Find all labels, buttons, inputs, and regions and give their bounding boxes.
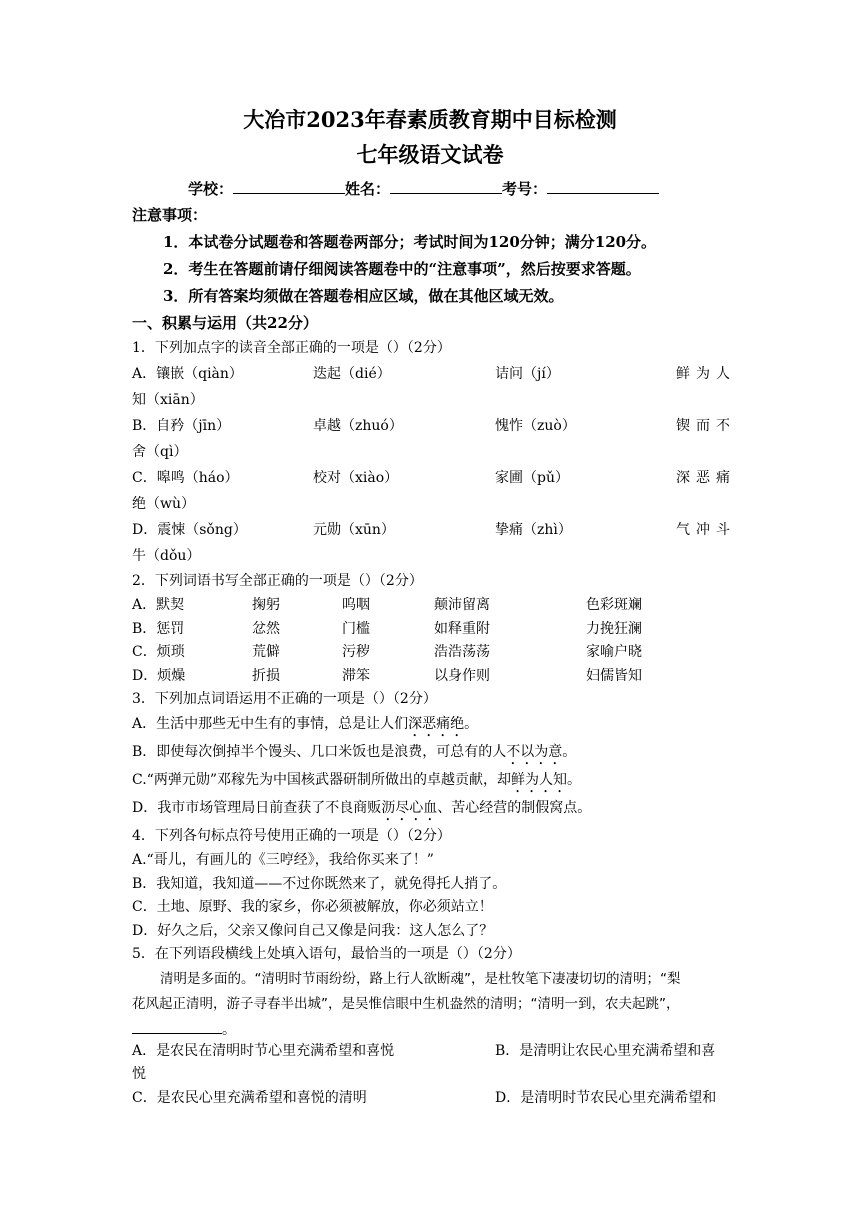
q1-option-b-col1: B．自矜（jīn） (132, 418, 231, 434)
school-label: 学校： (188, 180, 234, 198)
school-field[interactable] (233, 179, 345, 194)
notice-item: 2．考生在答题前请仔细阅读答题卷中的“注意事项”，然后按要求答题。 (163, 260, 641, 278)
q3-option-c: C.“两弹元勋”邓稼先为中国核武器研制所做出的卓越贡献，却鲜为人知。 (132, 772, 581, 788)
name-field[interactable] (390, 179, 502, 194)
question-stem: 5．在下列语段横线上处填入语句，最恰当的一项是（）（2分） (132, 946, 521, 962)
q1-option-d-col3: 挚痛（zhì） (495, 522, 572, 538)
q1-option-a-col4: 鲜 为 人 (676, 366, 730, 382)
q2-cell: 浩浩荡荡 (434, 644, 490, 660)
q2-cell: 力挽狂澜 (586, 621, 642, 637)
q1-option-d-col4: 气 冲 斗 (676, 522, 730, 538)
q3-option-b: B．即使每次倒掉半个馒头、几口米饭也是浪费，可总有的人不以为意。 (132, 744, 577, 760)
q2-cell: 妇儒皆知 (586, 668, 642, 684)
q2-cell: 污秽 (342, 644, 370, 660)
notice-heading: 注意事项： (132, 206, 208, 224)
q5-option-d: D．是清明时节农民心里充满希望和 (495, 1090, 717, 1106)
q1-option-c-wrap: 绝（wù） (132, 496, 195, 512)
q2-cell: 颠沛留离 (434, 597, 490, 613)
q2-cell: 以身作则 (434, 668, 490, 684)
exam-number-field[interactable] (547, 179, 659, 194)
exam-subtitle: 七年级语文试卷 (356, 142, 504, 167)
question-stem: 2．下列词语书写全部正确的一项是（）（2分） (132, 573, 423, 589)
q1-option-c-col3: 家圃（pǔ） (495, 470, 569, 486)
q1-option-a-col2: 迭起（dié） (313, 366, 391, 382)
q3-option-a: A．生活中那些无中生有的事情，总是让人们深恶痛绝。 (132, 716, 479, 732)
q5-option-b: B．是清明让农民心里充满希望和喜 (495, 1043, 716, 1059)
passage-line: 花风起正清明，游子寻春半出城”，是吴惟信眼中生机盎然的清明；“清明一到，农夫起跳”， (132, 996, 680, 1012)
q1-option-a-col3: 诘问（jí） (495, 366, 560, 382)
q1-option-d-wrap: 牛（dǒu） (132, 548, 201, 564)
section-heading: 一、积累与运用（共22分） (132, 314, 318, 332)
q1-option-a-wrap: 知（xiān） (132, 392, 204, 408)
notice-item: 1．本试卷分试题卷和答题卷两部分；考试时间为120分钟；满分120分。 (163, 233, 657, 251)
q2-cell: 呜咽 (342, 597, 370, 613)
q1-option-c-col4: 深 恶 痛 (676, 470, 730, 486)
q1-option-c-col1: C．嗥鸣（háo） (132, 470, 239, 486)
q1-option-b-col2: 卓越（zhuó） (313, 418, 403, 434)
q4-option-a: A.“哥儿，有画儿的《三哼经》，我给你买来了！” (132, 852, 434, 868)
q1-option-b-col4: 锲 而 不 (676, 418, 730, 434)
q1-option-d-col2: 元勋（xūn） (313, 522, 395, 538)
q2-cell: B．惩罚 (132, 621, 185, 637)
dotted-phrase: 鲜为人知 (510, 772, 567, 788)
dotted-phrase: 不以为意 (506, 744, 563, 760)
name-label: 姓名： (345, 180, 391, 198)
q2-cell: 掬躬 (252, 597, 280, 613)
q2-cell: 忿然 (252, 621, 280, 637)
q2-cell: 滞笨 (342, 668, 370, 684)
q4-option-b: B．我知道，我知道——不过你既然来了，就免得托人捎了。 (132, 876, 507, 892)
question-stem: 4．下列各句标点符号使用正确的一项是（）（2分） (132, 828, 451, 844)
q4-option-d: D．好久之后，父亲又像问自己又像是问我：这人怎么了？ (132, 923, 494, 939)
question-stem: 3．下列加点词语运用不正确的一项是（）（2分） (132, 691, 437, 707)
q2-cell: C．烦琐 (132, 644, 185, 660)
q2-cell: 折损 (252, 668, 280, 684)
q2-cell: 如释重附 (434, 621, 490, 637)
q1-option-d-col1: D．震悚（sǒng） (132, 522, 247, 538)
dotted-phrase: 深恶痛绝 (408, 716, 465, 732)
passage-blank-line: 。 (132, 1019, 236, 1039)
exam-title: 大冶市2023年春素质教育期中目标检测 (243, 107, 617, 132)
q1-option-b-col3: 愧怍（zuò） (495, 418, 576, 434)
q1-option-a-col1: A．镶嵌（qiàn） (132, 366, 243, 382)
q2-cell: 家喻户晓 (586, 644, 642, 660)
q2-cell: 荒僻 (252, 644, 280, 660)
q1-option-c-col2: 校对（xiào） (313, 470, 399, 486)
dotted-phrase: 沥尽心血 (381, 800, 438, 816)
answer-blank[interactable] (132, 1019, 222, 1034)
exam-number-label: 考号： (502, 180, 548, 198)
q5-option-a: A．是农民在清明时节心里充满希望和喜悦 (132, 1043, 395, 1059)
notice-item: 3．所有答案均须做在答题卷相应区域，做在其他区域无效。 (163, 287, 564, 305)
student-info-line (188, 179, 659, 198)
question-stem: 1．下列加点字的读音全部正确的一项是（）（2分） (132, 340, 451, 356)
q2-cell: D．烦燥 (132, 668, 186, 684)
q1-option-b-wrap: 舍（qì） (132, 444, 188, 460)
passage-line: 清明是多面的。“清明时节雨纷纷，路上行人欲断魂”，是杜牧笔下凄凄切切的清明；“梨 (160, 971, 681, 987)
q5-option-c: C．是农民心里充满希望和喜悦的清明 (132, 1090, 367, 1106)
q5-option-b-wrap: 悦 (132, 1066, 146, 1082)
q2-cell: 色彩斑斓 (586, 597, 642, 613)
q2-cell: 门槛 (342, 621, 370, 637)
q4-option-c: C．土地、原野、我的家乡，你必须被解放，你必须站立！ (132, 899, 493, 915)
q2-cell: A．默契 (132, 597, 185, 613)
q3-option-d: D．我市市场管理局日前查获了不良商贩沥尽心血、苦心经营的制假窝点。 (132, 800, 592, 816)
